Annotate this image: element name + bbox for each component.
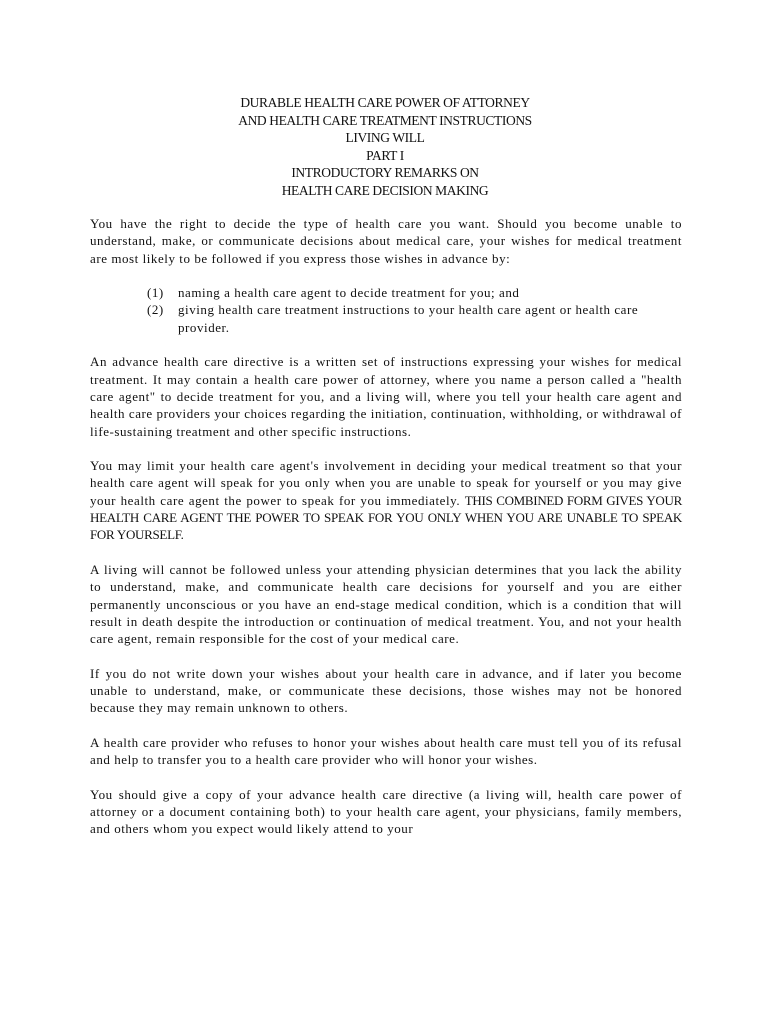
heading-line-3: LIVING WILL bbox=[345, 130, 425, 146]
list-item-number: (1) bbox=[147, 285, 164, 301]
paragraph-advance-directive: An advance health care directive is a written set of instructions expressing your wishes for medical treatment. It may contain a health care power of attorney, where you name a person called a "health care agent" to decide treatment for you, and a living will, where you tell your health care agent and health care providers your choices regarding the initiation, continuation, withholding, or withdrawal of life-sustaining treatment and other specific instructions. bbox=[90, 354, 682, 439]
document-body bbox=[90, 215, 682, 855]
list-item bbox=[90, 284, 682, 301]
list-item-number: (2) bbox=[147, 302, 164, 318]
paragraph-unwritten-wishes: If you do not write down your wishes about your health care in advance, and if later you become unable to understand, make, or communicate these decisions, those wishes may not be honored because they may remain unknown to others. bbox=[90, 665, 682, 716]
paragraph-give-copy: You should give a copy of your advance health care directive (a living will, health care power of attorney or a document containing both) to your health care agent, your physicians, family members, and others whom you expect would likely attend to your bbox=[90, 786, 682, 837]
list-item-text: giving health care treatment instructions to your health care agent or health care provider. bbox=[178, 302, 639, 335]
paragraph-agent-involvement bbox=[90, 457, 682, 543]
paragraph-right-to-decide: You have the right to decide the type of health care you want. Should you become unable to understand, make, or communicate decisions about medical care, your wishes for medical treatment are most likely to be followed if you express those wishes in advance by: bbox=[90, 216, 682, 266]
heading-line-6: HEALTH CARE DECISION MAKING bbox=[281, 182, 489, 198]
list-item-text: naming a health care agent to decide treatment for you; and bbox=[178, 285, 520, 301]
advance-methods-list bbox=[90, 284, 682, 336]
paragraph-provider-refusal: A health care provider who refuses to honor your wishes about health care must tell you of its refusal and help to transfer you to a health care provider who will honor your wishes. bbox=[90, 734, 682, 768]
paragraph-agent-involvement-caps: THIS COMBINED FORM GIVES YOUR HEALTH CARE AGENT THE POWER TO SPEAK FOR YOU ONLY WHEN YOU ARE UNABLE TO SPEAK FOR YOURSELF. bbox=[90, 492, 682, 543]
heading-line-5: INTRODUCTORY REMARKS ON bbox=[291, 165, 479, 181]
list-item bbox=[90, 301, 682, 336]
heading-line-2: AND HEALTH CARE TREATMENT INSTRUCTIONS bbox=[238, 112, 532, 128]
heading-line-4: PART I bbox=[366, 147, 404, 163]
heading-line-1: DURABLE HEALTH CARE POWER OF ATTORNEY bbox=[240, 95, 530, 110]
paragraph-living-will: A living will cannot be followed unless your attending physician determines that you lack the ability to understand, make, and communicate health care decisions for yourself and you are either permanently unconscious or you have an end-stage medical condition, which is a condition that will result in death despite the introduction or continuation of medical treatment. You, and not your health care agent, remain responsible for the cost of your medical care. bbox=[90, 561, 682, 647]
paragraph-agent-involvement-text: You may limit your health care agent's involvement in deciding your medical treatment so that your health care agent will speak for you only when you are unable to speak for yourself or you may give your health care agent the power to speak for you immediately. bbox=[90, 458, 682, 508]
document-heading bbox=[0, 94, 770, 200]
